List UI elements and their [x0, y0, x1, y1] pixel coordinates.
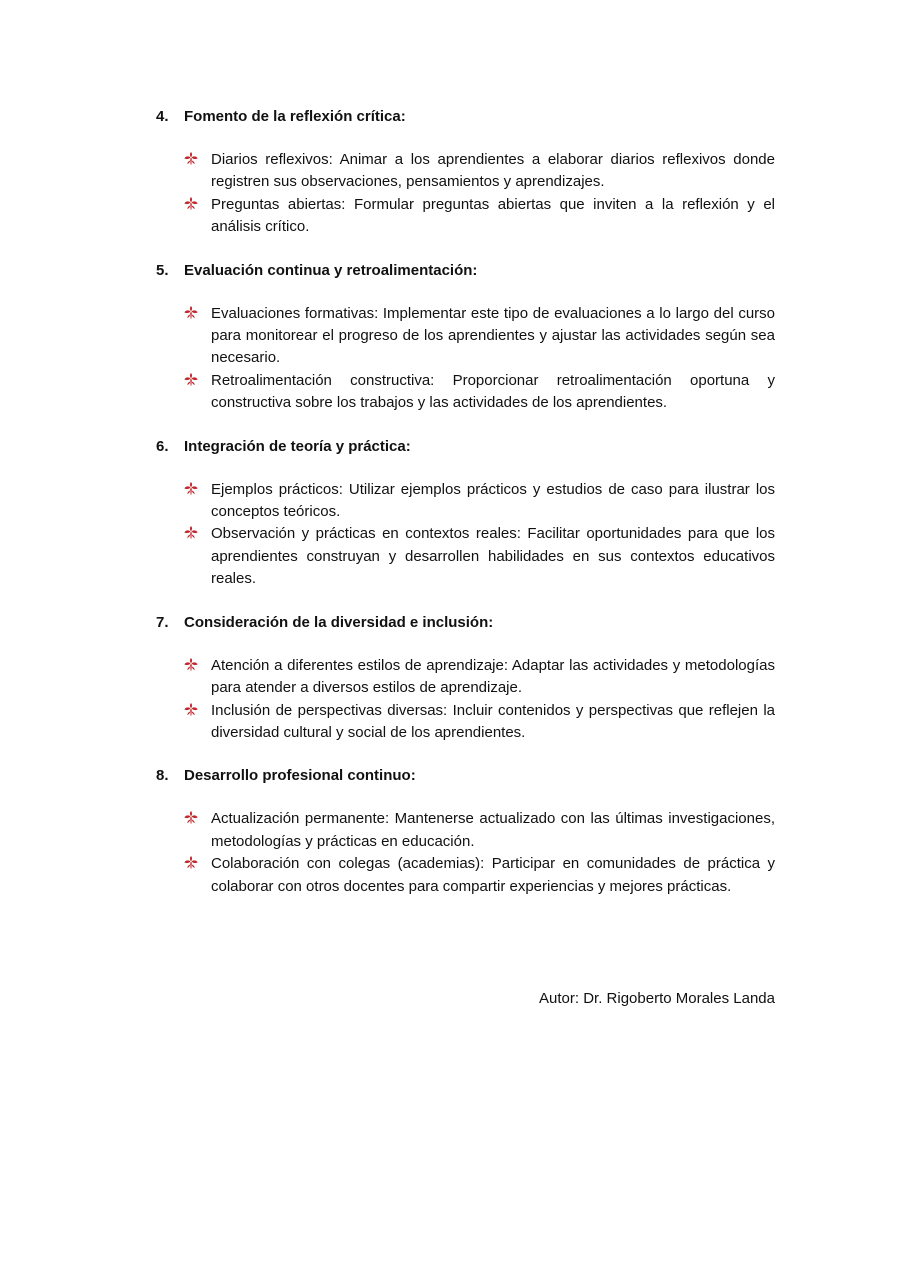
section-number: 8.	[156, 767, 169, 785]
red-fleur-bullet-icon	[184, 303, 211, 325]
bullet-list	[156, 655, 775, 745]
list-item-text: Observación y prácticas en contextos reales: Facilitar oportunidades para que los aprendientes construyan y desarrollen habilidades en sus contextos educativos reales.	[211, 525, 775, 588]
bullet-list	[156, 808, 775, 898]
bullet-list	[156, 303, 775, 415]
section-title: Consideración de la diversidad e inclusión:	[184, 613, 494, 631]
red-fleur-bullet-icon	[184, 655, 211, 677]
list-item	[184, 808, 775, 853]
red-fleur-bullet-icon	[184, 370, 211, 392]
section-heading	[156, 106, 775, 128]
author-signature: Autor: Dr. Rigoberto Morales Landa	[539, 990, 775, 1007]
list-item	[184, 479, 775, 524]
list-item	[184, 303, 775, 370]
list-item-text: Inclusión de perspectivas diversas: Incluir contenidos y perspectivas que reflejen la diversidad cultural y social de los aprendientes.	[211, 701, 775, 741]
section-heading	[156, 436, 775, 458]
list-item	[184, 853, 775, 898]
section-6	[156, 436, 775, 591]
section-8	[156, 765, 775, 898]
section-title: Integración de teoría y práctica:	[184, 437, 411, 455]
section-number: 5.	[156, 261, 169, 279]
list-item	[184, 655, 775, 700]
section-number: 7.	[156, 613, 169, 631]
section-number: 6.	[156, 437, 169, 455]
bullet-list	[156, 149, 775, 239]
red-fleur-bullet-icon	[184, 523, 211, 545]
list-item	[184, 700, 775, 745]
list-item-text: Preguntas abiertas: Formular preguntas abiertas que inviten a la reflexión y el análisis crítico.	[211, 195, 775, 236]
list-item	[184, 523, 775, 590]
section-heading	[156, 765, 775, 787]
section-heading	[156, 260, 775, 282]
section-heading	[156, 612, 775, 634]
section-title: Desarrollo profesional continuo:	[184, 767, 416, 785]
red-fleur-bullet-icon	[184, 700, 211, 722]
red-fleur-bullet-icon	[184, 479, 211, 501]
list-item-text: Colaboración con colegas (academias): Participar en comunidades de práctica y colaborar con otros docentes para compartir experiencias y mejores prácticas.	[211, 855, 775, 895]
section-4	[156, 106, 775, 239]
section-title: Fomento de la reflexión crítica:	[184, 108, 406, 125]
list-item-text: Diarios reflexivos: Animar a los aprendientes a elaborar diarios reflexivos donde registren sus observaciones, pensamientos y aprendizajes.	[211, 151, 775, 191]
list-item-text: Evaluaciones formativas: Implementar este tipo de evaluaciones a lo largo del curso para monitorear el progreso de los aprendientes y ajustar las actividades según sea necesario.	[211, 304, 775, 367]
list-item-text: Atención a diferentes estilos de aprendizaje: Adaptar las actividades y metodologías para atender a diversos estilos de aprendizaje.	[211, 656, 775, 697]
list-item	[184, 370, 775, 415]
list-item-text: Actualización permanente: Mantenerse actualizado con las últimas investigaciones, metodologías y prácticas en educación.	[211, 810, 775, 850]
section-7	[156, 612, 775, 745]
bullet-list	[156, 479, 775, 591]
list-item	[184, 149, 775, 194]
red-fleur-bullet-icon	[184, 853, 211, 875]
section-title: Evaluación continua y retroalimentación:	[184, 261, 478, 279]
list-item-text: Retroalimentación constructiva: Proporcionar retroalimentación oportuna y constructiva sobre los trabajos y las actividades de los aprendientes.	[211, 371, 775, 412]
red-fleur-bullet-icon	[184, 194, 211, 216]
section-number: 4.	[156, 108, 169, 125]
list-item	[184, 194, 775, 239]
red-fleur-bullet-icon	[184, 808, 211, 830]
list-item-text: Ejemplos prácticos: Utilizar ejemplos prácticos y estudios de caso para ilustrar los conceptos teóricos.	[211, 480, 775, 521]
red-fleur-bullet-icon	[184, 149, 211, 171]
document-content	[156, 106, 775, 919]
section-5	[156, 260, 775, 415]
